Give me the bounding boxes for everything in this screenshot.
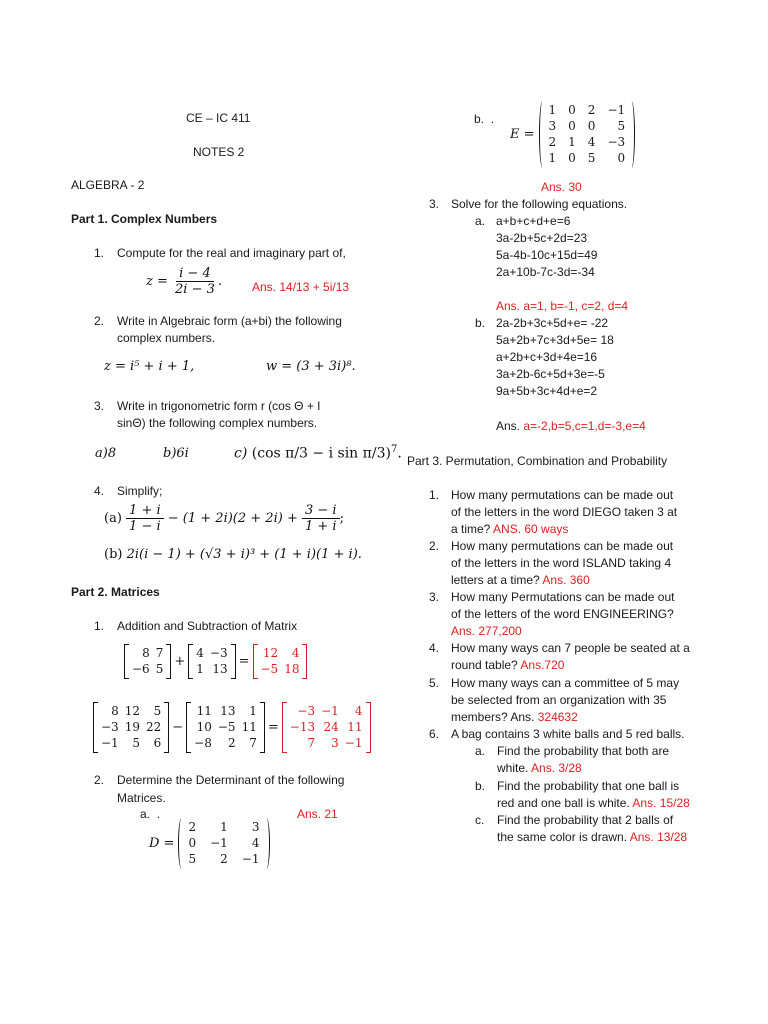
eq-a-4: 2a+10b-7c-3d=-34 xyxy=(496,265,595,279)
q4-a-expression xyxy=(104,503,344,534)
eq-a-2: 3a-2b+5c+2d=23 xyxy=(496,231,588,245)
matrix-E-cell: −3 xyxy=(607,135,626,149)
p3q3-line1: How many Permutations can be made out xyxy=(451,590,675,604)
matrix-b1-cell: 13 xyxy=(212,662,228,676)
matrix-D-cell: 2 xyxy=(188,820,197,834)
matrix-E-cell: 4 xyxy=(587,135,596,149)
q3-number: 3. xyxy=(94,399,105,413)
p3q6c-line2: the same color is drawn. Ans. 13/28 xyxy=(497,830,688,844)
matrix-E-cell: 0 xyxy=(568,103,576,117)
matrix-a1-cell: 8 xyxy=(142,646,150,660)
b-dot: . xyxy=(490,112,495,126)
equals-sign-2: = xyxy=(267,720,279,735)
matrix-subtraction xyxy=(93,702,371,753)
matrix-b1-cell: 1 xyxy=(196,662,204,676)
q4-a-frac2-den: 1 + i xyxy=(304,519,337,534)
p2q3-number: 3. xyxy=(429,197,440,211)
matrix-D-cell: 3 xyxy=(251,820,260,834)
matrix-E-cell: 1 xyxy=(548,151,557,165)
p3q6a-answer: Ans. 3/28 xyxy=(531,761,582,775)
equals-sign-1: = xyxy=(238,654,250,669)
matrix-result1-cell: 12 xyxy=(262,646,279,660)
q4-a-middle: − (1 + 2i)(2 + 2i) + xyxy=(167,511,298,526)
matrix-E-cell: 5 xyxy=(587,151,596,165)
p3q1-number: 1. xyxy=(429,488,440,502)
p3q6a-line2: white. Ans. 3/28 xyxy=(497,761,582,775)
p2q1-text: Addition and Subtraction of Matrix xyxy=(117,619,298,633)
matrix-E-cell: −1 xyxy=(607,103,626,117)
notes-title: NOTES 2 xyxy=(193,145,245,159)
p3q6b-line2: red and one ball is white. Ans. 15/28 xyxy=(497,796,690,810)
p3q5-line3: members? Ans. 324632 xyxy=(451,710,578,724)
p3q5-number: 5. xyxy=(429,676,440,690)
part3-title: Part 3. Permutation, Combination and Probability xyxy=(407,454,668,468)
matrix-result2-cell: 11 xyxy=(347,720,363,734)
matrix-b2-cell: 13 xyxy=(220,704,236,718)
p2q2-number: 2. xyxy=(94,773,105,787)
p3q2-line1: How many permutations can be made out xyxy=(451,539,674,553)
matrix-a2-cell: 6 xyxy=(153,736,162,750)
p3q1-line1: How many permutations can be made out xyxy=(451,488,674,502)
p2q2-line1: Determine the Determinant of the following xyxy=(117,773,345,787)
q4-a-label: (a) xyxy=(104,511,122,526)
p3q1-answer: ANS. 60 ways xyxy=(493,522,569,536)
matrix-b2-cell: −8 xyxy=(194,736,212,750)
q3-c xyxy=(234,441,402,463)
matrix-D-cell: 2 xyxy=(220,852,228,866)
p2q2-line2: Matrices. xyxy=(117,791,166,805)
p3q2-answer: Ans. 360 xyxy=(542,573,590,587)
eq-b-2: 5a+2b+7c+3d+5e= 18 xyxy=(496,333,614,347)
p3q6b-line1: Find the probability that one ball is xyxy=(497,779,680,793)
matrix-D-cell: 4 xyxy=(251,836,260,850)
q2-line2: complex numbers. xyxy=(117,331,216,345)
matrix-b2-cell: 2 xyxy=(227,736,236,750)
p2q3-text: Solve for the following equations. xyxy=(451,197,628,211)
matrix-a1-cell: 5 xyxy=(155,662,164,676)
matrix-E-cell: 5 xyxy=(617,119,626,133)
matrix-a2-cell: 19 xyxy=(124,720,140,734)
eq-b-answer-prefix: Ans. xyxy=(496,419,521,433)
topic-title: ALGEBRA - 2 xyxy=(71,178,145,192)
p3q3-answer: Ans. 277,200 xyxy=(451,624,522,638)
p3q6-number: 6. xyxy=(429,727,440,741)
a-dot: . xyxy=(156,807,161,821)
q3-a: a)8 xyxy=(95,446,117,461)
matrix-b2-cell: 7 xyxy=(249,736,257,750)
p2q1-number: 1. xyxy=(94,619,105,633)
q4-number: 4. xyxy=(94,484,105,498)
eq-b-3: a+2b+c+3d+4e=16 xyxy=(496,350,598,364)
p3q6a-label: a. xyxy=(475,744,486,758)
matrix-E-cell: 0 xyxy=(587,119,596,133)
matrix-D-cell: 0 xyxy=(188,836,197,850)
p3q6-line1: A bag contains 3 white balls and 5 red balls. xyxy=(451,727,685,741)
eq-b-5: 9a+5b+3c+4d+e=2 xyxy=(496,384,598,398)
p3q1-line2: of the letters in the word DIEGO taken 3 at xyxy=(451,505,678,519)
matrix-E-cell: 2 xyxy=(548,135,557,149)
q2-expr-z: z = i⁵ + i + 1, xyxy=(104,359,195,374)
p3q2-line3: letters at a time? Ans. 360 xyxy=(451,573,590,587)
matrix-result2-cell: −13 xyxy=(289,720,316,734)
p3q5-line1: How many ways can a committee of 5 may xyxy=(451,676,680,690)
p3q3-number: 3. xyxy=(429,590,440,604)
p2q2-answer-b: Ans. 30 xyxy=(541,180,582,194)
p3q4-number: 4. xyxy=(429,641,440,655)
matrix-a2-cell: 22 xyxy=(145,720,162,734)
matrix-b2-cell: −5 xyxy=(217,720,236,734)
eq-a-answer: Ans. a=1, b=-1, c=2, d=4 xyxy=(496,299,629,313)
p3q5-answer: 324632 xyxy=(537,710,578,724)
part2-title: Part 2. Matrices xyxy=(71,585,160,599)
eq-a-1: a+b+c+d+e=6 xyxy=(496,214,571,228)
q3-line1: Write in trigonometric form r (cos Θ + I xyxy=(117,399,321,413)
q1-z: z = xyxy=(146,274,168,289)
matrix-E-cell: 2 xyxy=(587,103,596,117)
matrix-a2 xyxy=(93,702,169,753)
p2q2-b-label xyxy=(474,111,494,128)
q4-a-end: ; xyxy=(339,511,344,526)
matrix-E-cell: 0 xyxy=(617,151,626,165)
q3-c-label: c) xyxy=(234,445,248,462)
p2q2-answer-a: Ans. 21 xyxy=(297,807,338,821)
matrix-result2-cell: −3 xyxy=(297,704,316,718)
p3q5-line2: be selected from an organization with 35 xyxy=(451,693,667,707)
matrix-b1-cell: 4 xyxy=(196,646,204,660)
p3q1-line3: a time? ANS. 60 ways xyxy=(451,522,569,536)
p3q3-line2: of the letters of the word ENGINEERING? xyxy=(451,607,674,621)
matrix-a1 xyxy=(124,644,171,679)
matrix-result2-cell: 7 xyxy=(307,736,316,750)
q4-a-frac2-num: 3 − i xyxy=(302,503,340,519)
matrix-E-cell: 0 xyxy=(568,151,576,165)
matrix-E-cell: 0 xyxy=(568,119,576,133)
p3q4-answer: Ans.720 xyxy=(520,658,565,672)
q3-line2: sinΘ) the following complex numbers. xyxy=(117,416,318,430)
p3q6a-line1: Find the probability that both are xyxy=(497,744,670,758)
matrix-E-cell: 1 xyxy=(548,103,557,117)
matrix-D-cell: −1 xyxy=(210,836,228,850)
matrix-a2-cell: 5 xyxy=(132,736,140,750)
p3q6b-answer: Ans. 15/28 xyxy=(632,796,690,810)
p3q4-line1: How many ways can 7 people be seated at a xyxy=(451,641,690,655)
b-label: b. xyxy=(474,112,485,126)
eq-b-1: 2a-2b+3c+5d+e= -22 xyxy=(496,316,609,330)
matrix-E xyxy=(510,101,635,168)
matrix-result2-cell: −1 xyxy=(321,704,339,718)
matrix-a2-cell: 12 xyxy=(124,704,140,718)
minus-sign: − xyxy=(172,720,184,735)
q1-dot: . xyxy=(217,274,223,289)
matrix-a1-cell: 7 xyxy=(155,646,164,660)
eq-b-4: 3a+2b-6c+5d+3e=-5 xyxy=(496,367,605,381)
p3q2-number: 2. xyxy=(429,539,440,553)
p3q6b-label: b. xyxy=(475,779,486,793)
q1-text: Compute for the real and imaginary part of, xyxy=(117,246,346,260)
plus-sign: + xyxy=(174,654,186,669)
matrix-b2 xyxy=(186,702,265,753)
q4-b-label: (b) xyxy=(104,547,123,562)
q4-b-expr: 2i(i − 1) + (√3 + i)³ + (1 + i)(1 + i). xyxy=(126,547,362,562)
matrix-a2-cell: 8 xyxy=(111,704,119,718)
q1-expression xyxy=(146,266,222,297)
E-label: E = xyxy=(510,127,535,142)
matrix-result1-cell: 4 xyxy=(291,646,300,660)
D-label: D = xyxy=(149,836,175,851)
a-label: a. xyxy=(140,807,151,821)
eq-a-3: 5a-4b-10c+15d=49 xyxy=(496,248,598,262)
matrix-D-values xyxy=(178,818,269,869)
p2q3-b-label: b. xyxy=(475,316,486,330)
q1-answer: Ans. 14/13 + 5i/13 xyxy=(252,280,350,294)
matrix-result2-cell: 3 xyxy=(331,736,339,750)
matrix-b2-cell: 10 xyxy=(196,720,212,734)
course-code: CE – IC 411 xyxy=(186,111,251,125)
q3-b: b)6i xyxy=(163,446,189,461)
q3-c-expression: (cos π/3 − i sin π/3) xyxy=(251,445,391,462)
matrix-result2-cell: 4 xyxy=(354,704,363,718)
matrix-result1-cell: 18 xyxy=(284,662,300,676)
q4-a-frac1-num: 1 + i xyxy=(126,503,164,519)
matrix-b2-cell: 11 xyxy=(241,720,257,734)
q1-number: 1. xyxy=(94,246,105,260)
matrix-result2 xyxy=(282,702,371,753)
q4-a-frac1-den: 1 − i xyxy=(129,519,161,534)
matrix-a2-cell: −1 xyxy=(101,736,119,750)
q1-numerator: i − 4 xyxy=(176,266,214,282)
matrix-a2-cell: −3 xyxy=(101,720,119,734)
matrix-result2-cell: −1 xyxy=(344,736,363,750)
matrix-b1 xyxy=(188,644,235,679)
matrix-result1 xyxy=(253,644,308,679)
matrix-D xyxy=(149,818,270,869)
p3q4-line2: round table? Ans.720 xyxy=(451,658,565,672)
p3q6c-line1: Find the probability that 2 balls of xyxy=(497,813,674,827)
p3q6c-label: c. xyxy=(475,813,485,827)
matrix-a1-cell: −6 xyxy=(132,662,150,676)
q2-expr-w: w = (3 + 3i)⁸. xyxy=(266,359,356,374)
matrix-D-cell: 5 xyxy=(188,852,197,866)
q2-number: 2. xyxy=(94,314,105,328)
matrix-a2-cell: 5 xyxy=(153,704,162,718)
matrix-D-cell: 1 xyxy=(220,820,228,834)
q1-denominator: 2i − 3 xyxy=(175,282,215,297)
matrix-b2-cell: 1 xyxy=(249,704,257,718)
matrix-E-cell: 3 xyxy=(548,119,557,133)
eq-b-answer xyxy=(496,418,646,435)
matrix-result1-cell: −5 xyxy=(260,662,279,676)
matrix-b1-cell: −3 xyxy=(209,646,228,660)
p3q6c-answer: Ans. 13/28 xyxy=(629,830,688,844)
eq-b-answer-value: a=-2,b=5,c=1,d=-3,e=4 xyxy=(523,419,646,433)
p3q2-line2: of the letters in the word ISLAND taking 4 xyxy=(451,556,672,570)
matrix-b2-cell: 11 xyxy=(196,704,212,718)
q4-text: Simplify; xyxy=(117,484,163,498)
q2-line1: Write in Algebraic form (a+bi) the following xyxy=(117,314,342,328)
part1-title: Part 1. Complex Numbers xyxy=(71,212,218,226)
matrix-result2-cell: 24 xyxy=(323,720,339,734)
p2q3-a-label: a. xyxy=(475,214,486,228)
q4-b-expression xyxy=(104,546,362,563)
q3-c-dot: . xyxy=(397,445,402,462)
matrix-addition xyxy=(124,644,307,679)
matrix-D-cell: −1 xyxy=(241,852,260,866)
q3-c-exponent: 7 xyxy=(390,444,398,455)
matrix-E-values xyxy=(539,101,636,168)
matrix-E-cell: 1 xyxy=(568,135,576,149)
